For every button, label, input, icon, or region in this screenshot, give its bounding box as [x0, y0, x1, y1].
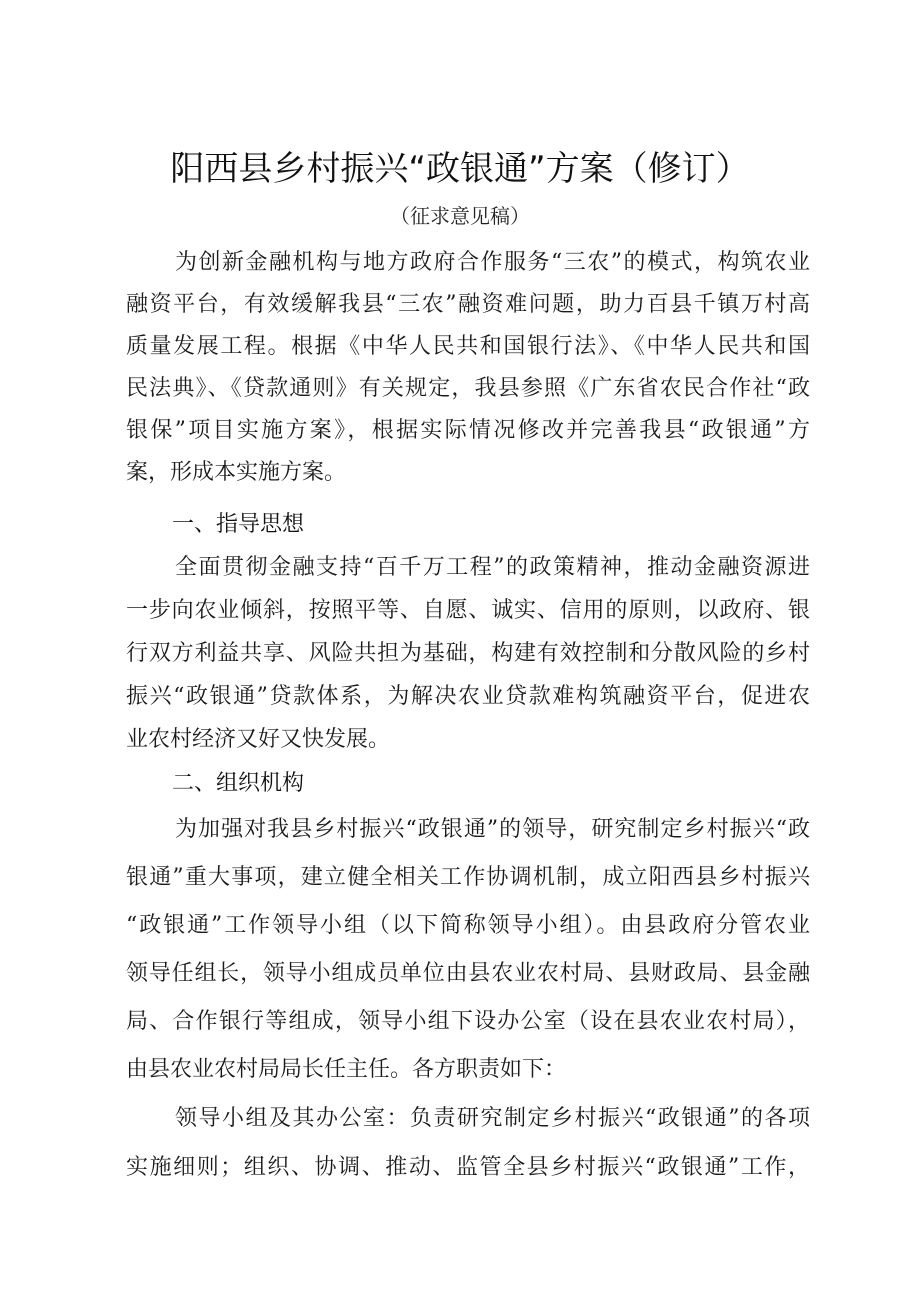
document-subtitle: （征求意见稿）	[390, 204, 530, 228]
paragraph-line: 质量发展工程。根据《中华人民共和国银行法》、《中华人民共和国	[126, 334, 810, 359]
paragraph-line: 领导小组及其办公室：负责研究制定乡村振兴“政银通”的各项	[175, 1106, 810, 1131]
paragraph-line: 实施细则；组织、协调、推动、监管全县乡村振兴“政银通”工作，	[126, 1155, 810, 1180]
paragraph-line: 银通”重大事项，建立健全相关工作协调机制，成立阳西县乡村振兴	[126, 865, 810, 890]
paragraph-line: 案，形成本实施方案。	[126, 460, 347, 485]
paragraph-line: 领导任组长，领导小组成员单位由县农业农村局、县财政局、县金融	[126, 961, 810, 986]
paragraph-line: 行双方利益共享、风险共担为基础，构建有效控制和分散风险的乡村	[126, 641, 810, 666]
paragraph-line: 为创新金融机构与地方政府合作服务“三农”的模式，构筑农业	[175, 250, 810, 275]
paragraph-line: 民法典》、《贷款通则》有关规定，我县参照《广东省农民合作社“政	[126, 376, 810, 401]
paragraph-line: 由县农业农村局局长任主任。各方职责如下：	[126, 1057, 567, 1082]
paragraph-line: 全面贯彻金融支持“百千万工程”的政策精神，推动金融资源进	[175, 555, 810, 580]
paragraph-line: 为加强对我县乡村振兴“政银通”的领导，研究制定乡村振兴“政	[175, 817, 810, 842]
paragraph-line: 融资平台，有效缓解我县“三农”融资难问题，助力百县千镇万村高	[126, 292, 810, 317]
document-title: 阳西县乡村振兴“政银通”方案（修订）	[170, 149, 750, 189]
paragraph-line: “政银通”工作领导小组（以下简称领导小组）。由县政府分管农业	[126, 913, 810, 938]
section-heading: 二、组织机构	[172, 771, 305, 796]
paragraph-line: 一步向农业倾斜，按照平等、自愿、诚实、信用的原则，以政府、银	[126, 598, 810, 623]
paragraph-line: 局、合作银行等组成，领导小组下设办公室（设在县农业农村局），	[126, 1009, 810, 1034]
paragraph-line: 业农村经济又好又快发展。	[126, 727, 391, 752]
section-heading: 一、指导思想	[172, 512, 305, 537]
paragraph-line: 振兴“政银通”贷款体系，为解决农业贷款难构筑融资平台，促进农	[126, 684, 810, 709]
paragraph-line: 银保”项目实施方案》，根据实际情况修改并完善我县“政银通”方	[126, 418, 810, 443]
